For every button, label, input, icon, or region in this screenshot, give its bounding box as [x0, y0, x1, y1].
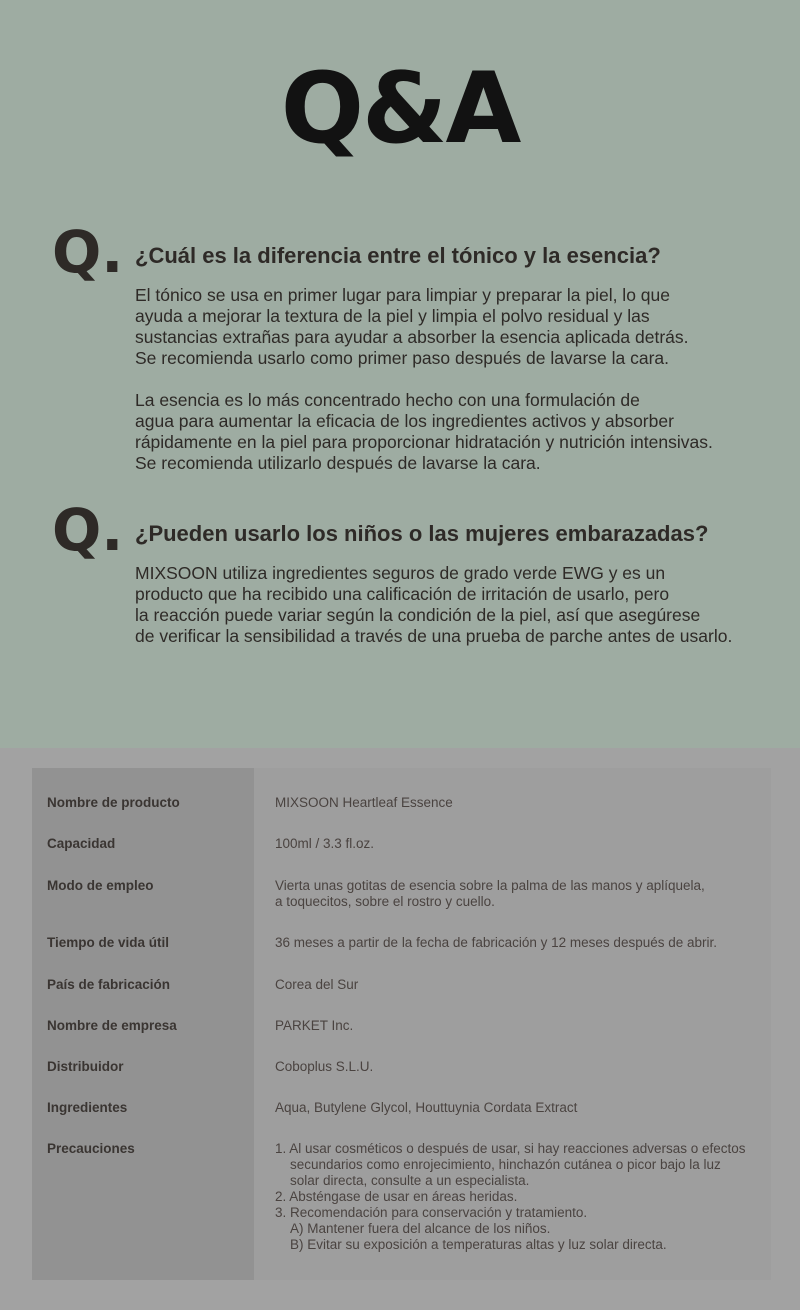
question-mark-1: Q.: [52, 218, 124, 286]
spec-value: [275, 795, 755, 811]
spec-label: Tiempo de vida útil: [47, 935, 170, 950]
spec-label: Distribuidor: [47, 1059, 124, 1074]
answer-2: [135, 563, 785, 647]
question-1: ¿Cuál es la diferencia entre el tónico y la esencia?: [135, 243, 661, 268]
spec-value-line: 1. Al usar cosméticos o después de usar, si hay reacciones adversas o efectos: [275, 1141, 746, 1156]
spec-value-line: 3. Recomendación para conservación y tratamiento.: [275, 1205, 588, 1220]
spec-value-line: A) Mantener fuera del alcance de los niños.: [290, 1221, 551, 1236]
product-info-section: [0, 748, 800, 1310]
spec-value-line: Aqua, Butylene Glycol, Houttuynia Cordata Extract: [275, 1100, 578, 1115]
spec-value-line: 36 meses a partir de la fecha de fabricación y 12 meses después de abrir.: [275, 935, 717, 950]
spec-value-line: B) Evitar su exposición a temperaturas altas y luz solar directa.: [290, 1237, 667, 1252]
answer-1-paragraph-1: El tónico se usa en primer lugar para limpiar y preparar la piel, lo que ayuda a mejorar la textura de la piel y limpia el polvo residual y las sustancias extrañas para ayudar a absorber la esencia aplicada detrás. Se recomienda usarlo como primer paso después de lavarse la cara.: [135, 285, 689, 368]
spec-value: [275, 878, 755, 910]
spec-value: [275, 1100, 755, 1116]
spec-value: [275, 836, 755, 852]
spec-value: [275, 1141, 755, 1253]
answer-1-paragraph-2: La esencia es lo más concentrado hecho con una formulación de agua para aumentar la eficacia de los ingredientes activos y absorber rápidamente en la piel para proporcionar hidratación y nutrición intensivas. Se recomienda utilizarlo después de lavarse la cara.: [135, 390, 713, 473]
spec-label: Ingredientes: [47, 1100, 128, 1115]
spec-value-line: 100ml / 3.3 fl.oz.: [275, 836, 375, 851]
spec-value-line: MIXSOON Heartleaf Essence: [275, 795, 453, 810]
spec-value-line: solar directa, consulte a un especialista.: [290, 1173, 530, 1188]
spec-label: Modo de empleo: [47, 878, 154, 893]
spec-label: Precauciones: [47, 1141, 135, 1156]
product-info-table: [32, 768, 771, 1280]
spec-label: Nombre de producto: [47, 795, 180, 810]
answer-1: [135, 285, 785, 474]
spec-value-line: 2. Absténgase de usar en áreas heridas.: [275, 1189, 518, 1204]
question-mark-2: Q.: [52, 496, 124, 564]
question-2: ¿Pueden usarlo los niños o las mujeres embarazadas?: [135, 521, 709, 546]
spec-value-line: Corea del Sur: [275, 977, 359, 992]
spec-label: Nombre de empresa: [47, 1018, 177, 1033]
spec-value: [275, 935, 755, 951]
spec-value: [275, 1059, 755, 1075]
spec-value-line: PARKET Inc.: [275, 1018, 354, 1033]
qa-title: Q&A: [280, 52, 520, 166]
spec-label: Capacidad: [47, 836, 116, 851]
answer-2-paragraph-1: MIXSOON utiliza ingredientes seguros de grado verde EWG y es un producto que ha recibido una calificación de irritación de usarlo, pero la reacción puede variar según la condición de la piel, así que asegúrese de verificar la sensibilidad a través de una prueba de parche antes de usarlo.: [135, 563, 733, 646]
spec-label: País de fabricación: [47, 977, 171, 992]
spec-value-line: secundarios como enrojecimiento, hinchazón cutánea o picor bajo la luz: [290, 1157, 721, 1172]
spec-value: [275, 1018, 755, 1034]
spec-value-line: Coboplus S.L.U.: [275, 1059, 374, 1074]
spec-value-line: Vierta unas gotitas de esencia sobre la palma de las manos y aplíquela,: [275, 878, 705, 893]
spec-value: [275, 977, 755, 993]
spec-value-line: a toquecitos, sobre el rostro y cuello.: [275, 894, 495, 909]
